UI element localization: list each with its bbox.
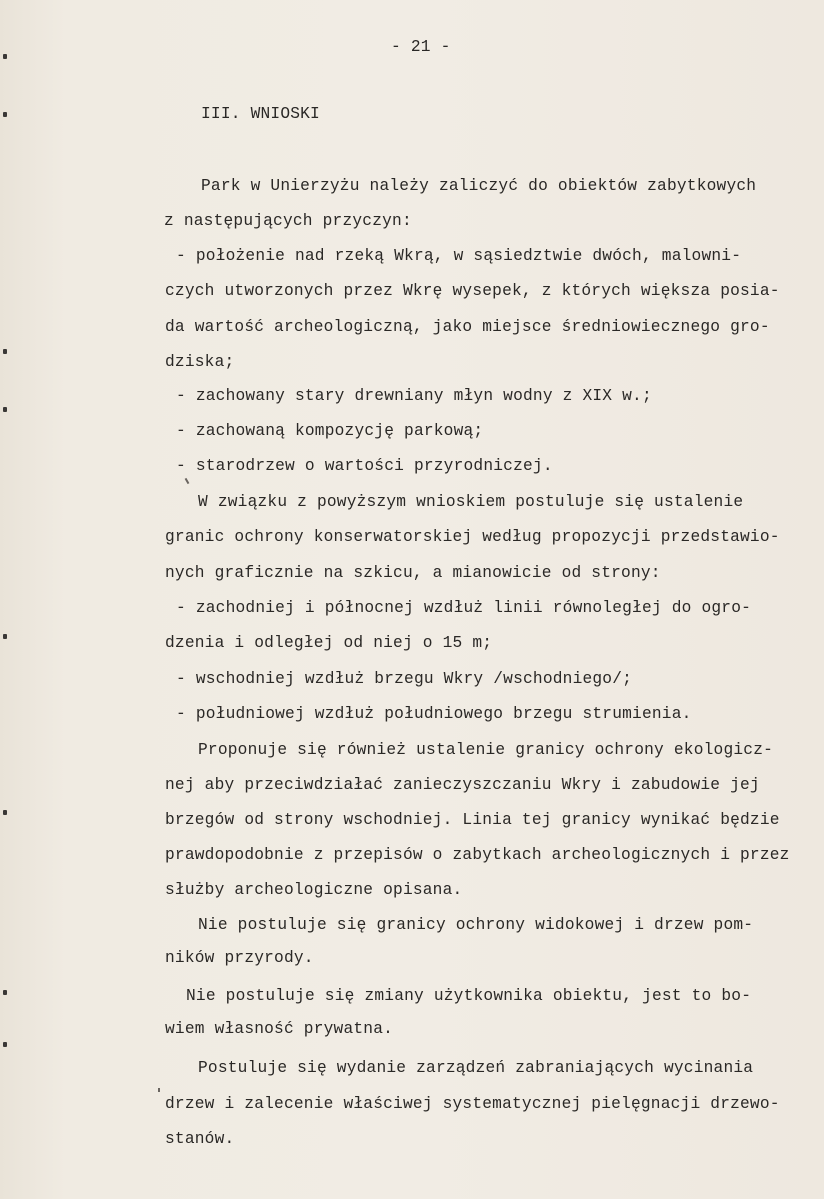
text-line: stanów. xyxy=(165,1130,235,1148)
text-line: - zachowany stary drewniany młyn wodny z XIX w.; xyxy=(176,387,652,405)
text-line: ników przyrody. xyxy=(165,949,314,967)
text-line: prawdopodobnie z przepisów o zabytkach archeologicznych i przez xyxy=(165,846,790,864)
text-line: - południowej wzdłuż południowego brzegu strumienia. xyxy=(176,705,692,723)
text-line: dzenia i odległej od niej o 15 m; xyxy=(165,634,493,652)
margin-mark xyxy=(3,407,7,412)
text-line: W związku z powyższym wnioskiem postuluje się ustalenie xyxy=(198,493,744,511)
text-line: z następujących przyczyn: xyxy=(164,212,412,230)
text-line: Nie postuluje się zmiany użytkownika obiektu, jest to bo- xyxy=(186,987,752,1005)
text-line: wiem własność prywatna. xyxy=(165,1020,394,1038)
text-line: granic ochrony konserwatorskiej według propozycji przedstawio- xyxy=(165,528,780,546)
text-line: drzew i zalecenie właściwej systematycznej pielęgnacji drzewo- xyxy=(165,1095,780,1113)
ink-speck xyxy=(185,478,190,484)
page-number: - 21 - xyxy=(391,38,451,56)
text-line: brzegów od strony wschodniej. Linia tej granicy wynikać będzie xyxy=(165,811,780,829)
margin-mark xyxy=(3,112,7,117)
text-line: służby archeologiczne opisana. xyxy=(165,881,463,899)
text-line: nej aby przeciwdziałać zanieczyszczaniu Wkry i zabudowie jej xyxy=(165,776,760,794)
section-heading: III. WNIOSKI xyxy=(201,105,320,123)
text-line: Proponuje się również ustalenie granicy ochrony ekologicz- xyxy=(198,741,774,759)
margin-mark xyxy=(3,54,7,59)
margin-mark xyxy=(3,990,7,995)
text-line: Postuluje się wydanie zarządzeń zabraniających wycinania xyxy=(198,1059,754,1077)
text-line: da wartość archeologiczną, jako miejsce średniowiecznego gro- xyxy=(165,318,770,336)
text-line: Nie postuluje się granicy ochrony widokowej i drzew pom- xyxy=(198,916,754,934)
text-line: Park w Unierzyżu należy zaliczyć do obiektów zabytkowych xyxy=(201,177,757,195)
text-line: czych utworzonych przez Wkrę wysepek, z których większa posia- xyxy=(165,282,780,300)
margin-mark xyxy=(3,634,7,639)
margin-mark xyxy=(3,349,7,354)
text-line: - wschodniej wzdłuż brzegu Wkry /wschodniego/; xyxy=(176,670,633,688)
text-line: - położenie nad rzeką Wkrą, w sąsiedztwie dwóch, malowni- xyxy=(176,247,742,265)
text-line: nych graficznie na szkicu, a mianowicie od strony: xyxy=(165,564,661,582)
text-line: - zachowaną kompozycję parkową; xyxy=(176,422,484,440)
text-line: - zachodniej i północnej wzdłuż linii równoległej do ogro- xyxy=(176,599,752,617)
text-line: - starodrzew o wartości przyrodniczej. xyxy=(176,457,553,475)
ink-speck xyxy=(158,1088,160,1092)
margin-mark xyxy=(3,810,7,815)
margin-mark xyxy=(3,1042,7,1047)
text-line: dziska; xyxy=(165,353,235,371)
